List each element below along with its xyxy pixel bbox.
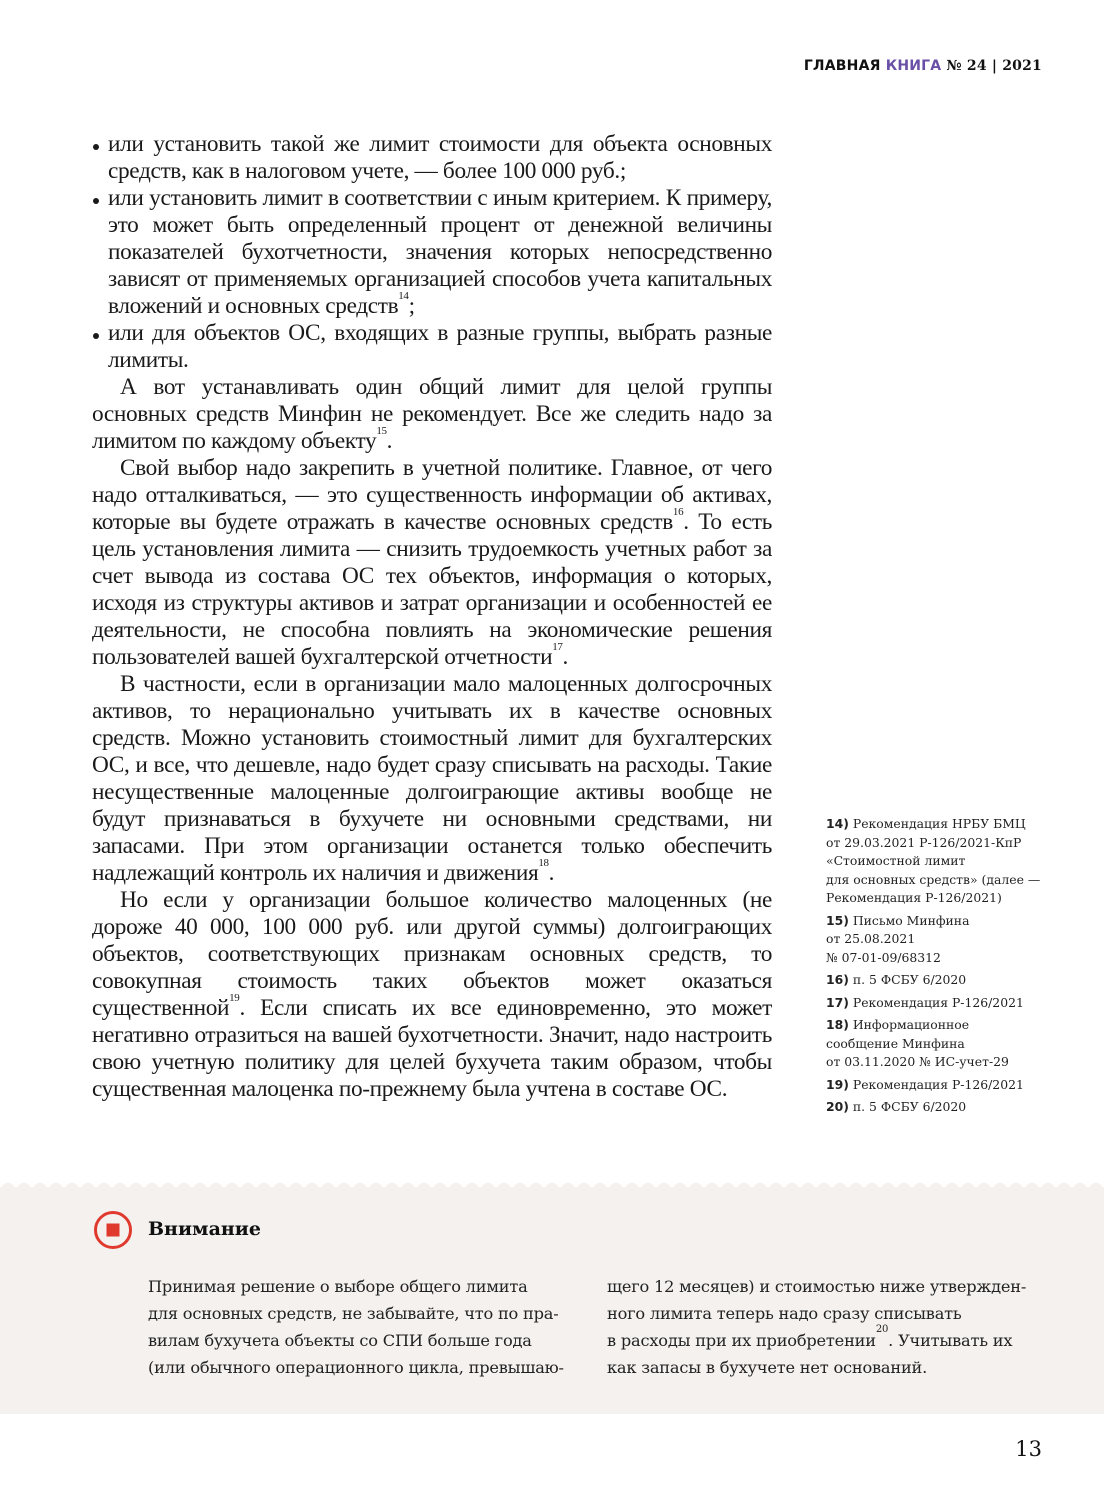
attention-callout	[0, 1187, 1104, 1414]
bullet-list	[92, 131, 772, 374]
brand-name-part2: КНИГА	[885, 58, 942, 74]
article-body	[92, 131, 772, 1103]
callout-text-right: щего 12 месяцев) и стоимостью ниже утвержден- ного лимита теперь надо сразу списывать в расходы при их приобретении$^{20}$. Учитывать их как запасы в бухучете нет оснований.	[607, 1277, 1027, 1377]
footnote-ref[interactable]: 16	[672, 506, 684, 518]
footnote-14: 14) Рекомендация НРБУ БМЦ от 29.03.2021 Р-126/2021-КпР «Стоимостной лимит для основных средств» (далее — Рекомендация Р-126/2021)	[826, 816, 1041, 905]
callout-text-left: Принимая решение о выборе общего лимита для основных средств, не забывайте, что по пра- вилам бухучета объекты со СПИ больше года (или обычного операционного цикла, превышаю-	[148, 1277, 564, 1377]
paragraph: В частности, если в организации мало малоценных долгосрочных активов, то нерационально учитывать их в качестве основных средств. Можно установить стоимостный лимит для бухгалтерских ОС, и все, что дешевле, надо будет сразу списывать на расходы. Такие несущественные малоценные долгоиграющие активы вообще не будут признаваться в бухучете ни основными средствами, ни запасами. При этом организации останется только обеспечить надлежащий контроль их наличия и движения$^{18}$.	[92, 671, 772, 886]
footnote-15: 15) Письмо Минфина от 25.08.2021 № 07-01-09/68312	[826, 912, 970, 965]
brand-name-part1: ГЛАВНАЯ	[803, 58, 881, 74]
page-number: 13	[1015, 1437, 1042, 1461]
paragraph: Свой выбор надо закрепить в учетной политике. Главное, от чего надо отталкиваться, — это существенность информации об активах, которые вы будете отражать в качестве основных средств$^{16}$. То есть цель установления лимита — снизить трудоемкость учетных работ за счет вывода из состава ОС тех объектов, информация о которых, исходя из структуры активов и затрат организации и особенностей ее деятельности, не способна повлиять на экономические решения пользователей вашей бухгалтерской отчетности$^{17}$.	[92, 455, 772, 670]
attention-stop-icon	[93, 1210, 133, 1250]
issue-number: № 24 | 2021	[946, 58, 1042, 74]
magazine-header	[804, 58, 1042, 74]
callout-title: Внимание	[148, 1218, 261, 1240]
footnote-ref[interactable]: 19	[229, 992, 240, 1004]
footnote-16: 16) п. 5 ФСБУ 6/2020	[826, 972, 967, 987]
bullet-item: или установить такой же лимит стоимости для объекта основных средств, как в налоговом учете, — более 100 000 руб.;	[92, 131, 772, 185]
bullet-item: или для объектов ОС, входящих в разные группы, выбрать разные лимиты.	[92, 320, 772, 374]
footnote-ref[interactable]: 15	[376, 425, 387, 437]
footnote-ref[interactable]: 18	[538, 857, 549, 869]
paragraph: А вот устанавливать один общий лимит для целой группы основных средств Минфин не рекомендует. Все же следить надо за лимитом по каждому объекту$^{15}$.	[92, 374, 772, 454]
footnote-ref[interactable]: 17	[552, 641, 563, 653]
scalloped-edge	[0, 1181, 1104, 1189]
footnote-ref[interactable]: 14	[398, 290, 409, 302]
footnote-18: 18) Информационное сообщение Минфина от 03.11.2020 № ИС-учет-29	[826, 1017, 1009, 1069]
footnote-17: 17) Рекомендация Р-126/2021	[826, 994, 1024, 1010]
footnotes-column	[826, 815, 1056, 1121]
footnote-20: 20) п. 5 ФСБУ 6/2020	[826, 1099, 967, 1114]
bullet-item: или установить лимит в соответствии с иным критерием. К примеру, это может быть определенный процент от денежной величины показателей бухотчетности, значения которых непосредственно зависят от применяемых организацией способов учета капитальных вложений и основных средств$^{14}$;	[92, 185, 772, 320]
footnote-19: 19) Рекомендация Р-126/2021	[826, 1076, 1024, 1092]
paragraph: Но если у организации большое количество малоценных (не дороже 40 000, 100 000 руб. или другой суммы) долгоиграющих объектов, соответствующих признакам основных средств, то совокупная стоимость таких объектов может оказаться существенной$^{19}$. Если списать их все единовременно, это может негативно отразиться на вашей бухотчетности. Значит, надо настроить свою учетную политику для целей бухучета таким образом, чтобы существенная малоценка по-прежнему была учтена в составе ОС.	[92, 887, 772, 1102]
footnote-ref[interactable]: 20	[875, 1324, 889, 1335]
